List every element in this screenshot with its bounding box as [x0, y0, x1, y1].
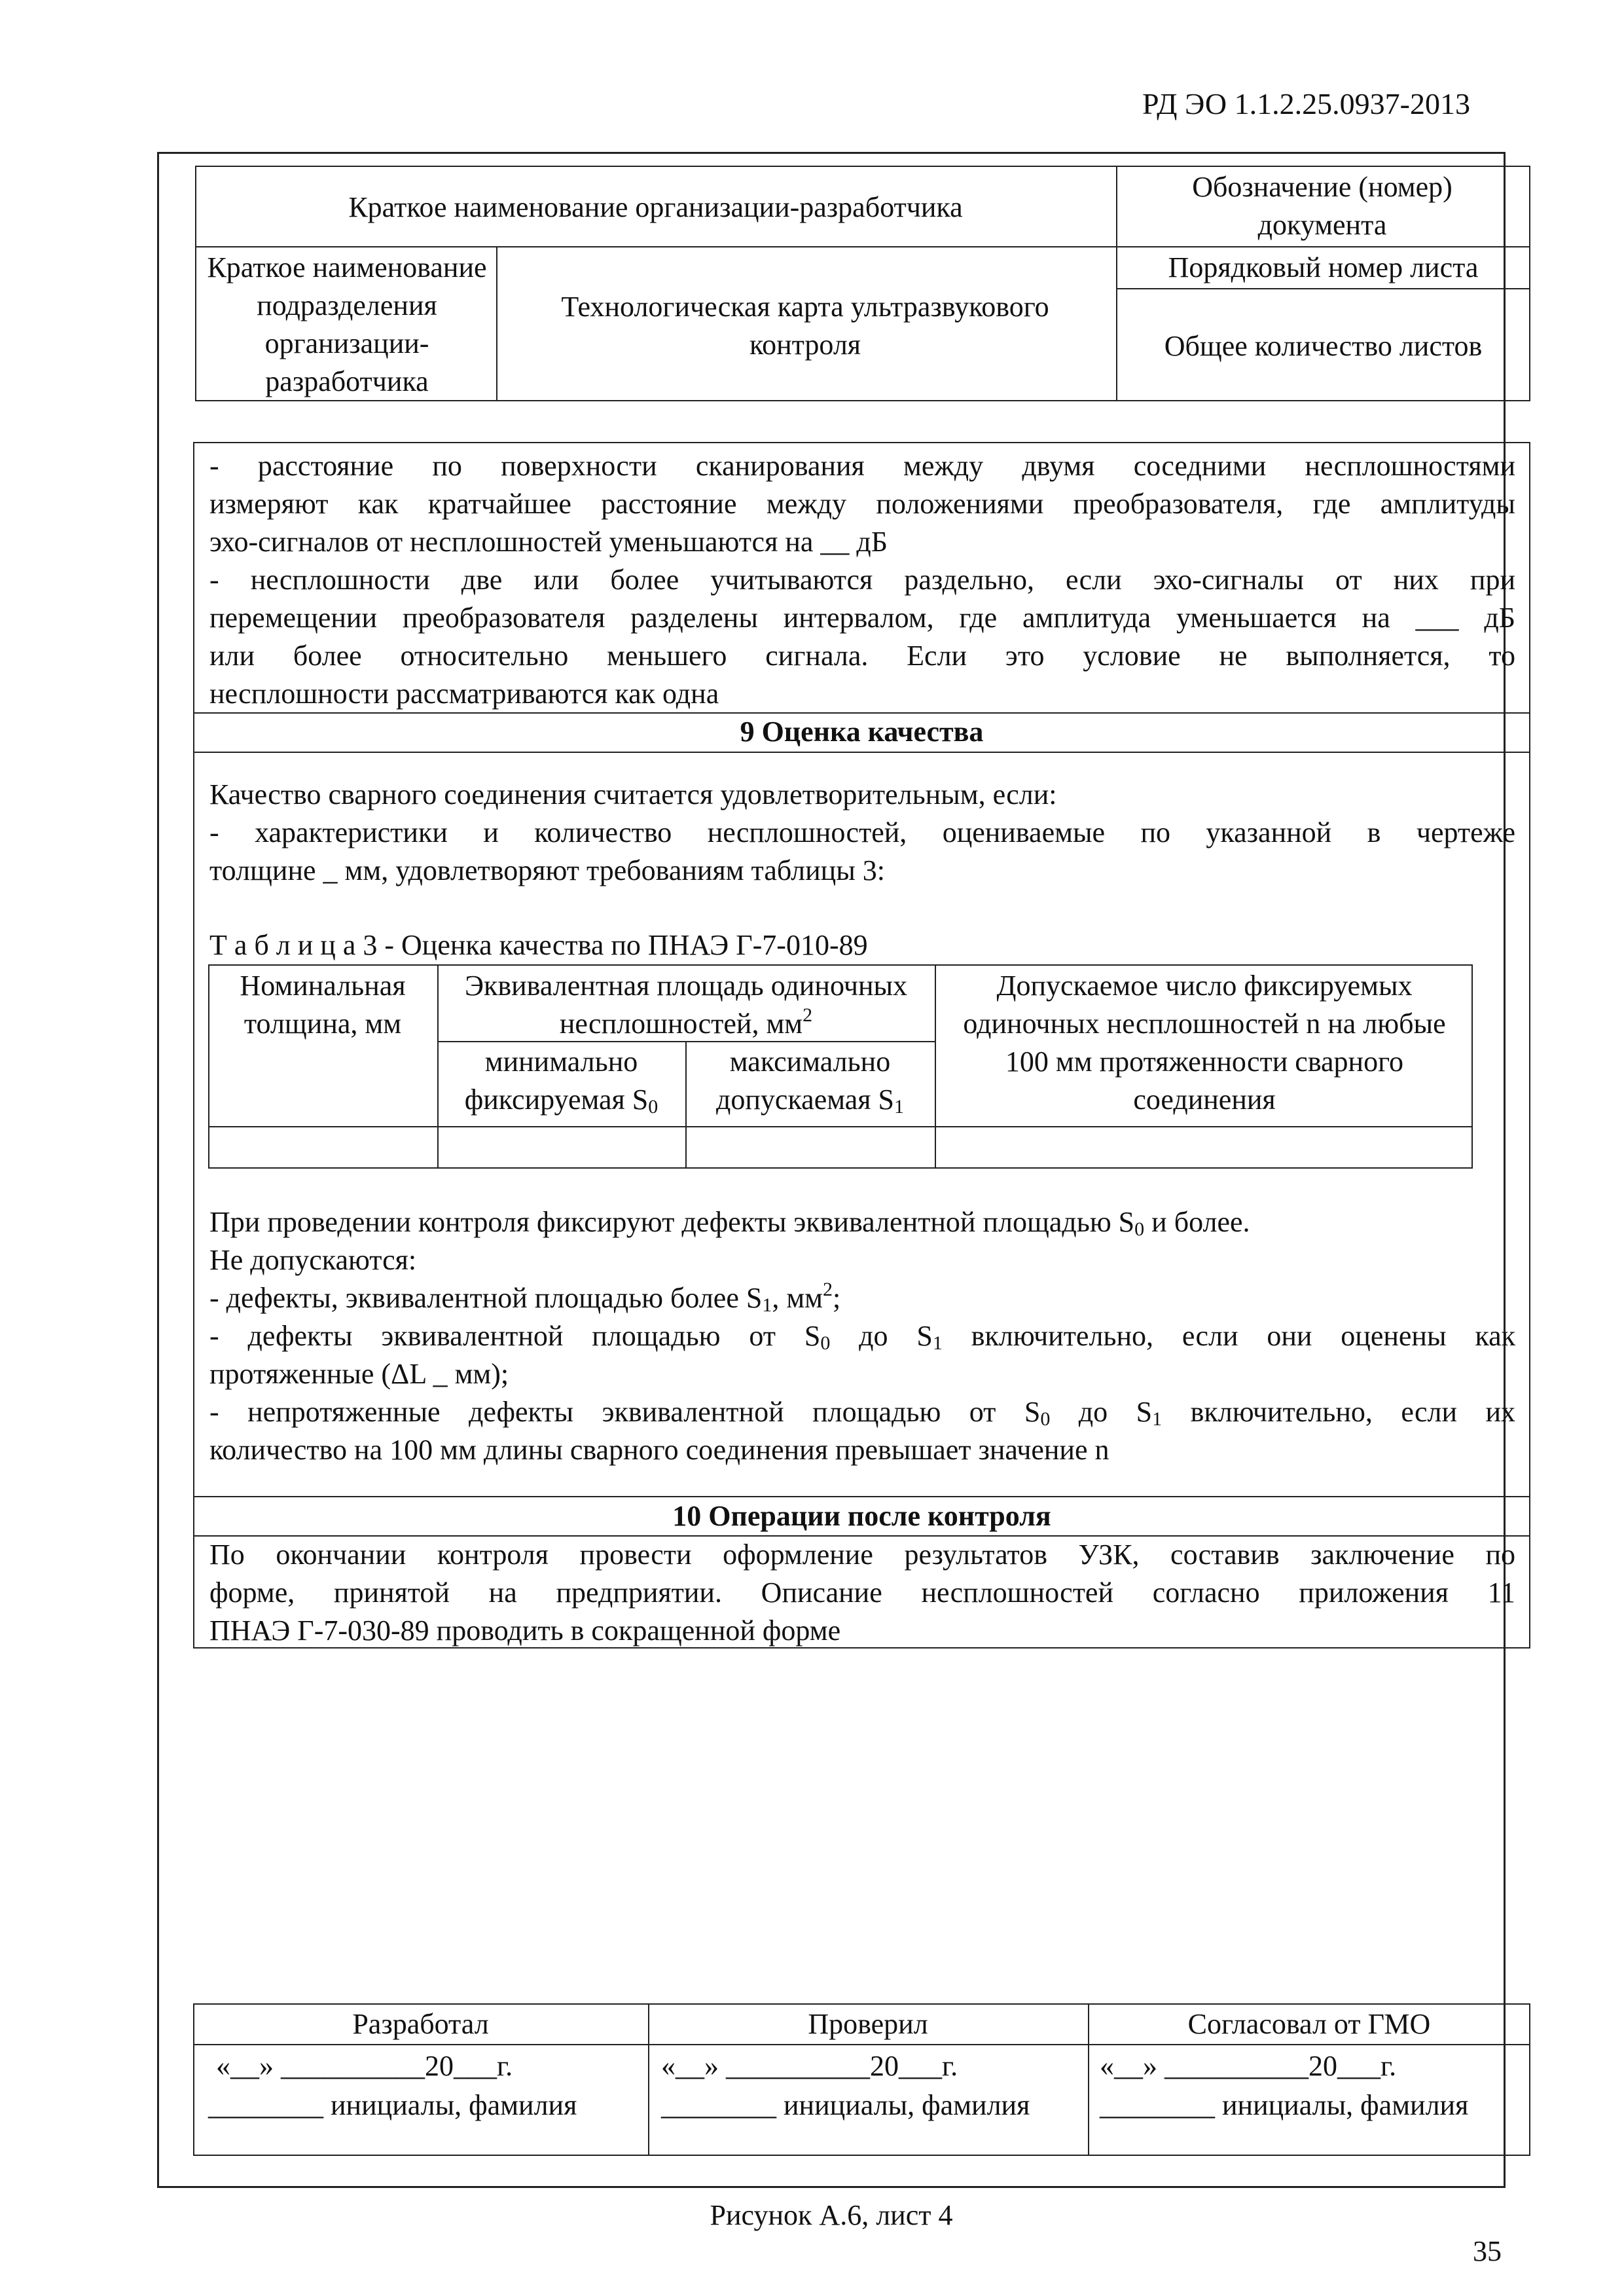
section9-title: 9 Оценка качества: [740, 716, 984, 748]
figure-caption: Рисунок А.6, лист 4: [710, 2199, 953, 2231]
section10-title: 10 Операции после контроля: [672, 1500, 1051, 1532]
page-number: 35: [1473, 2235, 1502, 2267]
table-col-thickness: Номинальная толщина, мм: [240, 970, 406, 1040]
approved-date-line: «__» __________20___г.: [1100, 2050, 1397, 2082]
developed-header: Разработал: [352, 2008, 489, 2040]
total-sheets-cell: Общее количество листов: [1164, 330, 1483, 362]
developed-date-line: «__» __________20___г.: [216, 2050, 513, 2082]
developed-name-line: ________ инициалы, фамилия: [208, 2089, 577, 2121]
approved-header: Согласовал от ГМО: [1187, 2008, 1431, 2040]
doc-designation-cell: Обозначение (номер) документа: [1192, 171, 1453, 241]
subdivision-cell: Краткое наименование подразделения организации-разработчика: [207, 251, 487, 397]
table-col-allowed-count: Допускаемое число фиксируемых одиночных несплошностей n на любые 100 мм протяженности сварного соединения: [963, 970, 1446, 1116]
section9-intro: Качество сварного соединения считается удовлетворительным, если: - характеристики и количество несплошностей, оцениваемые по указанной в чертеже толщине _ мм, удовлетворяют требованиям таблицы 3:: [209, 778, 1515, 886]
approved-name-line: ________ инициалы, фамилия: [1100, 2089, 1469, 2121]
checked-header: Проверил: [808, 2008, 928, 2040]
section10-text: По окончании контроля провести оформление результатов УЗК, составив заключение по форме, принятой на предприятии. Описание несплошностей согласно приложения 11 ПНАЭ Г-7-030-89 проводить в сокращенной форме: [209, 1539, 1515, 1647]
checked-date-line: «__» __________20___г.: [661, 2050, 958, 2082]
document-code: РД ЭО 1.1.2.25.0937-2013: [1142, 87, 1470, 120]
card-title-cell: Технологическая карта ультразвукового контроля: [561, 291, 1049, 361]
table-col-equiv-area: Эквивалентная площадь одиночных несплошностей, $мм^2$: [464, 970, 908, 1040]
section8-text: - расстояние по поверхности сканирования между двумя соседними несплошностями измеряют как кратчайшее расстояние между положениями преобразователя, где амплитуды эхо-сигналов от несплошностей уменьшаются на __ дБ - несплошности две или более учитываются раздельно, если эхо-сигналы от них при перемещении преобразователя разделены интервалом, где амплитуда уменьшается на ___ дБ или более относительно меньшего сигнала. Если это условие не выполняется, то несплошности рассматриваются как одна: [209, 450, 1515, 710]
table-caption: Т а б л и ц а 3 - Оценка качества по ПНАЭ Г-7-010-89: [209, 929, 868, 961]
sheet-number-cell: Порядковый номер листа: [1168, 251, 1479, 283]
table-col-max-allowed: максимально допускаемая $S_1$: [715, 1046, 904, 1118]
org-name-cell: Краткое наименование организации-разработчика: [348, 191, 963, 223]
section9-rules: При проведении контроля фиксируют дефекты эквивалентной площадью $S_0$ и более. Не допускаются: - дефекты, эквивалентной площадью более $S_1$, $мм^2$; - дефекты эквивалентной площадью от $S_0$ до $S_1$ включительно, если они оценены как протяженные (ΔL _ мм); - непротяженные дефекты эквивалентной площадью от $S_0$ до $S_1$ включительно, если их количество на 100 мм длины сварного соединения превышает значение n: [209, 1206, 1516, 1466]
table-col-min-fixed: минимально фиксируемая $S_0$: [464, 1046, 659, 1118]
checked-name-line: ________ инициалы, фамилия: [661, 2089, 1030, 2121]
